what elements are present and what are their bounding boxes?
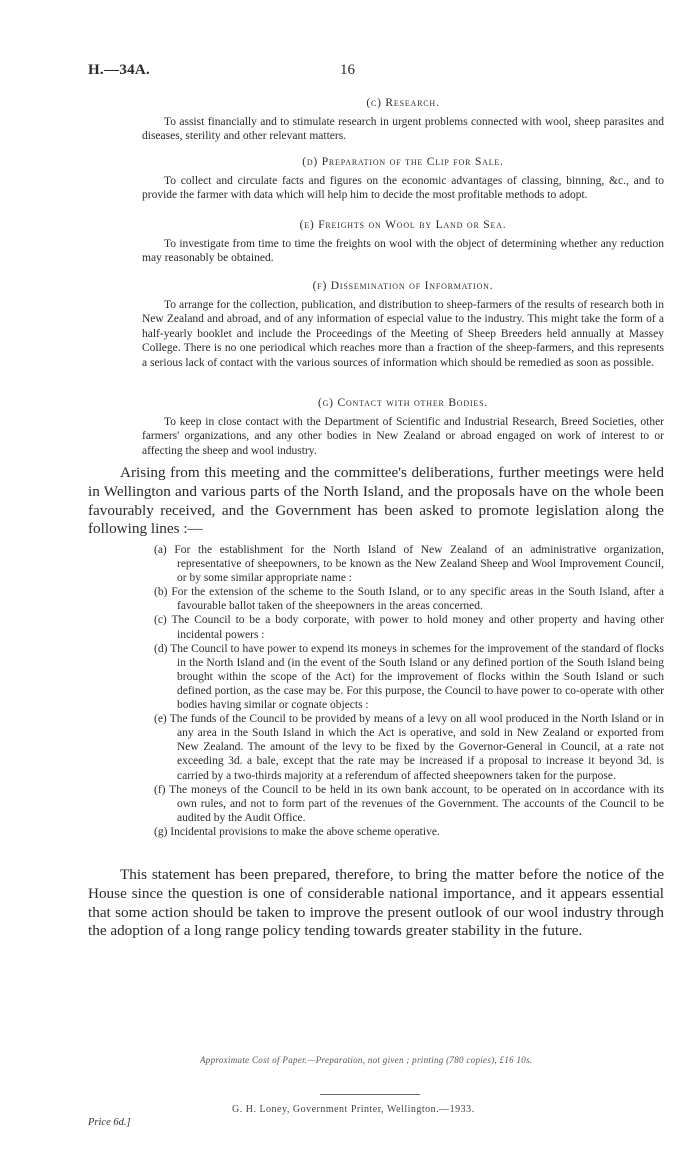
section-heading: (e) Freights on Wool by Land or Sea. <box>299 219 507 231</box>
section-clip-preparation <box>142 155 664 203</box>
section-body: To arrange for the collection, publication, and distribution to sheep-farmers of the results of research both in New Zealand and abroad, and of any information of especial value to the industry. This might take the form of a half-yearly booklet and include the Proceedings of the Meeting of Sheep Breeders held annually at Massey College. There is no one periodical which reaches more than a fraction of the sheep-farmers, and this represents a serious lack of contact with the various sources of information which should be remedied as soon as possible. <box>142 299 664 369</box>
paragraph-arising: Arising from this meeting and the committee's deliberations, further meetings were held in Wellington and various parts of the North Island, and the proposals have on the whole been favourably received, and the Government has been asked to promote legislation along the following lines :— <box>88 464 664 538</box>
section-body: To assist financially and to stimulate research in urgent problems connected with wool, sheep parasites and diseases, sterility and other relevant matters. <box>142 116 664 143</box>
section-heading: (f) Dissemination of Information. <box>312 280 494 292</box>
list-item: (f) The moneys of the Council to be held in its own bank account, to be operated on in accordance with its own rules, and not to form part of the revenues of the Government. The accounts of the Council to be audited by the Audit Office. <box>154 783 664 824</box>
price-label: Price 6d.] <box>88 1117 131 1128</box>
footer-divider <box>320 1094 420 1095</box>
document-reference: H.—34A. <box>88 62 151 78</box>
section-freights <box>142 218 664 266</box>
list-item: (b) For the extension of the scheme to the South Island, or to any specific areas in the South Island, after a favourable ballot taken of the sheepowners in the areas concerned. <box>154 586 664 613</box>
cost-note: Approximate Cost of Paper.—Preparation, not given ; printing (780 copies), £16 10s. <box>200 1055 533 1065</box>
section-dissemination <box>142 279 664 370</box>
list-item: (d) The Council to have power to expend its moneys in schemes for the improvement of the standard of flocks in the North Island and (in the event of the South Island or any defined portion of the South Island being brought within the scope of the Act) for the improvement of flocks within the South Island or such defined portion, as the case may be. For this purpose, the Council to have power to co-operate with other bodies having similar or cognate objects : <box>154 642 664 712</box>
section-research <box>142 96 664 144</box>
page-number: 16 <box>340 62 355 78</box>
list-item: (c) The Council to be a body corporate, with power to hold money and other property and having other incidental powers : <box>154 614 664 641</box>
section-contact <box>142 396 664 458</box>
section-heading: (g) Contact with other Bodies. <box>317 397 489 409</box>
section-body: To investigate from time to time the freights on wool with the object of determining whether any reduction may reasonably be obtained. <box>142 238 664 265</box>
printer-imprint: G. H. Loney, Government Printer, Wellington.—1933. <box>232 1104 475 1115</box>
list-item: (e) The funds of the Council to be provided by means of a levy on all wool produced in the North Island or in any area in the South Island in which the Act is operative, and sold in New Zealand or exported from New Zealand. The amount of the levy to be fixed by the Governor-General in Council, at a rate not exceeding 3d. a bale, except that the rate may be increased if a proposal to increase it beyond 3d. is carried by a two-thirds majority at a referendum of affected sheepowners taken for the purpose. <box>154 713 664 782</box>
section-heading: (c) Research. <box>366 97 440 109</box>
section-body: To keep in close contact with the Department of Scientific and Industrial Research, Breed Societies, other farmers' organizations, and any other bodies in New Zealand or abroad engaged on work of interest to or affecting the sheep and wool industry. <box>142 416 664 457</box>
section-body: To collect and circulate facts and figures on the economic advantages of classing, binning, &c., and to provide the farmer with data which will help him to decide the most profitable methods to adopt. <box>142 175 664 202</box>
list-item: (a) For the establishment for the North Island of New Zealand of an administrative organization, representative of sheepowners, to be known as the New Zealand Sheep and Wool Improvement Council, or by some similar appropriate name : <box>154 544 664 585</box>
list-item: (g) Incidental provisions to make the above scheme operative. <box>154 825 440 838</box>
section-heading: (d) Preparation of the Clip for Sale. <box>302 156 504 168</box>
paragraph-statement: This statement has been prepared, therefore, to bring the matter before the notice of the House since the question is one of considerable national importance, and it appears essential that some action should be taken to improve the present outlook of our wool industry through the adoption of a long range policy tending towards greater stability in the future. <box>88 866 664 940</box>
legislation-list <box>142 543 664 839</box>
